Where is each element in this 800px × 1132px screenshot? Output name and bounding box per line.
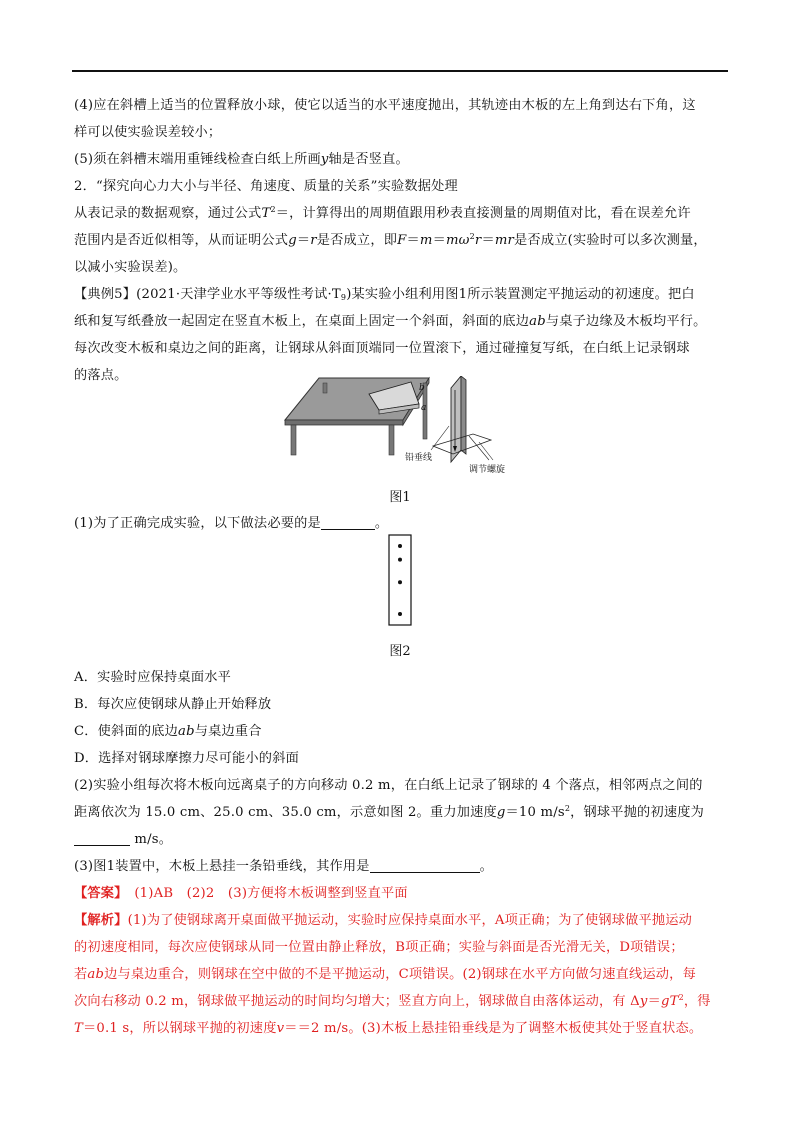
landing-dot [398,612,402,616]
analysis-line: 次向右移动 0.2 m，钢球做平抛运动的时间均匀增大；竖直方向上，钢球做自由落体运动，有 $\Delta y=gT^2$，得 [74,993,711,1009]
section-title: 2．“探究向心力大小与半径、角速度、质量的关系”实验数据处理 [74,179,458,194]
label-b: b [419,383,425,393]
figure-2-strip [388,534,412,626]
label-a: a [421,403,427,413]
text-line: 范围内是否近似相等，从而证明公式g＝r是否成立，即$F=m=m\omega^2r=mr$是否成立(实验时可以多次测量， [74,232,707,248]
option-b: B．每次应使钢球从静止开始释放 [74,697,272,712]
text-line: (5)须在斜槽末端用重锤线检查白纸上所画y轴是否竖直。 [74,152,409,167]
header-rule [72,70,728,72]
landing-dot [398,580,402,584]
text-line: (4)应在斜槽上适当的位置释放小球，使它以适当的水平速度抛出，其轨迹由木板的左上角到达右下角，这 [74,98,696,113]
analysis-line: 若ab边与桌边重合，则钢球在空中做的不是平抛运动，C项错误。(2)钢球在水平方向做匀速直线运动，每 [74,967,696,982]
text-line: 每次改变木板和桌边之间的距离，让钢球从斜面顶端同一位置滚下，通过碰撞复写纸，在白纸上记录钢球 [74,341,690,356]
text-line: 样可以使实验误差较小； [74,125,222,140]
question-1: (1)为了正确完成实验，以下做法必要的是 。 [74,516,389,531]
text-line: 从表记录的数据观察，通过公式$T^2=$，计算得出的周期值跟用秒表直接测量的周期值对比，看在误差允许 [74,205,691,221]
option-d: D．选择对钢球摩擦力尽可能小的斜面 [74,751,299,766]
label-plumb-line: 铅垂线 [405,453,433,463]
answer-line: 【答案】 (1)AB (2)2 (3)方便将木板调整到竖直平面 [74,886,408,901]
text-line: 以减小实验误差)。 [74,260,187,275]
figure-1-apparatus [283,376,517,476]
analysis-line: 【解析】(1)为了使钢球离开桌面做平抛运动，实验时应保持桌面水平，A项正确；为了使钢球做平抛运动 [74,913,693,928]
question-2: (2)实验小组每次将木板向远离桌子的方向移动 0.2 m，在白纸上记录了钢球的 4 个落点，相邻两点之间的 [74,778,703,793]
landing-dot [398,544,402,548]
text-line: m/s。 [74,826,728,853]
text-line: 纸和复写纸叠放一起固定在竖直木板上，在桌面上固定一个斜面，斜面的底边ab与桌子边缘及木板均平行。 [74,314,707,329]
text-line: 距离依次为 15.0 cm、25.0 cm、35.0 cm，示意如图 2。重力加速度g＝10 $m/s^2$，钢球平抛的初速度为 [74,804,704,820]
landing-dot [398,558,402,562]
figure-1-caption: 图1 [389,490,411,505]
text-line: 的落点。 [74,368,128,383]
label-adjust-screw: 调节螺旋 [469,465,506,475]
question-3: (3)图1装置中，木板上悬挂一条铅垂线，其作用是 。 [74,859,494,874]
analysis-line: T＝0.1 s，所以钢球平抛的初速度v＝＝2 m/s。(3)木板上悬挂铅垂线是为了调整木板使其处于竖直状态。 [74,1021,703,1036]
figure-2-caption: 图2 [389,644,411,659]
analysis-line: 的初速度相同，每次应使钢球从同一位置由静止释放，B项正确；实验与斜面是否光滑无关，D项错误； [74,940,684,955]
option-c: C．使斜面的底边ab与桌边重合 [74,724,262,739]
example-heading: 【典例5】(2021·天津学业水平等级性考试$\cdot T_9$)某实验小组利用图1所示装置测定平抛运动的初速度。把白 [74,287,695,302]
option-a: A．实验时应保持桌面水平 [74,670,231,685]
